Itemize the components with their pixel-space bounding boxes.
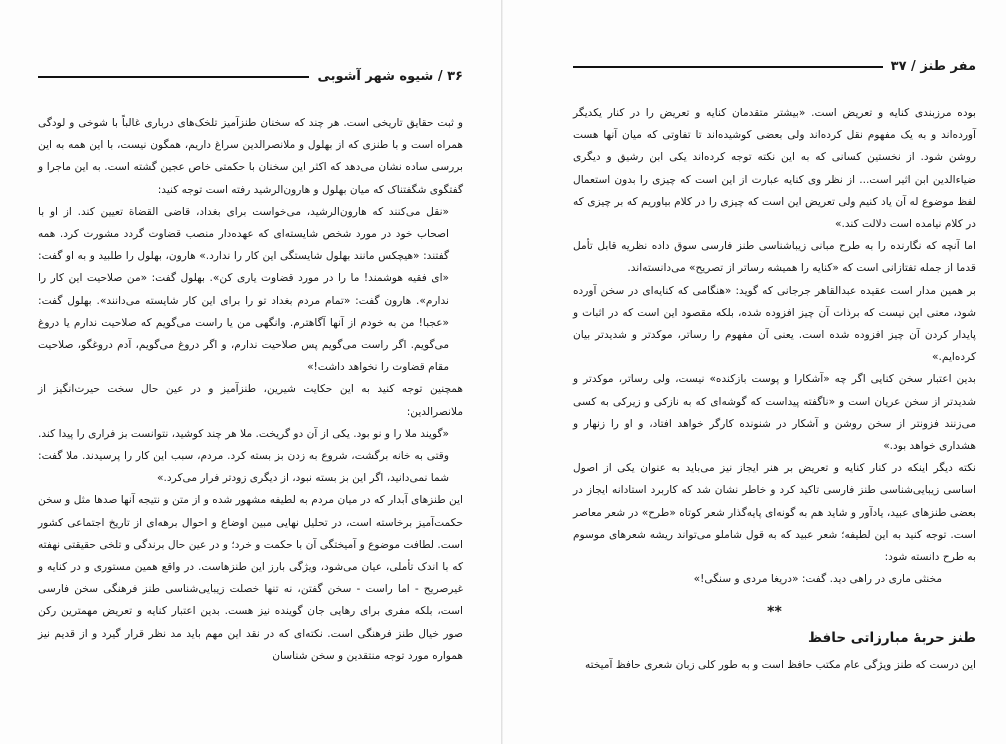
header-rule [38,76,309,78]
quote-paragraph: «نقل می‌کنند که هارون‌الرشید، می‌خواست برای بغداد، قاضی القضاة تعیین کند. از او با اصحاب خود در مورد شخص شایسته‌ای که عهده‌دار منصب قضاوت گردد مشورت کرد. همه گفتند: «هیچکس مانند بهلول شایستگی این کار را ندارد.» هارون، بهلول را طلبید و به او گفت: «ای فقیه هوشمند! ما را در مورد قضاوت یاری کن». بهلول گفت: «من صلاحیت این کار را ندارم». هارون گفت: «تمام مردم بغداد تو را برای این کار شایسته می‌دانند». بهلول گفت: «عجبا! من به خودم از آنها آگاهترم. وانگهی من یا راست می‌گویم که صلاحیت ندارم یا دروغ می‌گویم. اگر راست می‌گویم پس صلاحیت ندارم، و اگر دروغ می‌گویم، آدم دروغگو، صلاحیت مقام قضاوت را نخواهد داشت!» [38,205,449,374]
poem-line: مخنثی ماری در راهی دید. گفت: «دریغا مردی و سنگی!» [693,573,942,586]
right-page-header [573,52,976,74]
section-separator: ** [767,604,782,621]
right-page [503,0,1006,744]
right-body-text [573,102,976,590]
paragraph: بوده مرزبندی کنایه و تعریض است. «بیشتر متقدمان کنایه و تعریض را در کنار یکدیگر آورده‌اند و به یک مفهوم نقل کرده‌اند ولی بعضی کوشیده‌اند تا تفاوتی که میان آنها هست روشن شود. از نخستین کسانی که به این نکته توجه کرده‌اند یکی ابن رشیق و دیگری ضیاءالدین ابن اثیر است... از نظر وی کنایه عبارت از این است که چیزی را بدون استعمال لفظ موضوع له آن یاد کنیم ولی تعریض این است که چیزی را در کلام بیاوریم که بر چیزی که در کلام نیامده است دلالت کند.» [573,107,976,231]
paragraph: این طنزهای آبدار که در میان مردم به لطیفه مشهور شده و از متن و نتیجه آنها صدها مثل و سخن حکمت‌آمیز برخاسته است، در تحلیل نهایی مبین اوضاع و احوال برهه‌ای از تاریخ اجتماعی کشور است. لطافت موضوع و آمیختگی آن با حکمت و خرد؛ و در عین حال برندگی و تلخی حقیقتی نهفته که با اندک تأملی، عیان می‌شود، ویژگی بارز این طنزهاست. در واقع همین مستوری و در کنایه و غیرصریح - اما راست - سخن گفتن، نه تنها خصلت زیبایی‌شناسی طنز فرهنگی سخن فارسی است، بلکه مفری برای رهایی جان گوینده نیز هست. بدین اعتبار کنایه و تعریض مهمترین رکن صور خیال طنز فرهنگی است. نکته‌ای که در نقد این مهم باید مد نظر قرار گیرد و از قدیم نیز همواره مورد توجه منتقدین و سخن شناسان [38,494,463,662]
paragraph: نکته دیگر اینکه در کنار کنایه و تعریض بر هنر ایجاز نیز می‌باید به عنوان یکی از اصول اساسی زیبایی‌شناسی طنز فارسی تاکید کرد و خاطر نشان شد که کاربرد استادانه ایجاز در بعضی طنزهای عبید، یادآور و شاید هم به گونه‌ای پایه‌گذار شعر کوتاه «طرح» در شعر معاصر است. توجه کنید به این لطیفه؛ شعر عبید که به قول شاملو می‌تواند ریشه شعرهای موسوم به طرح دانسته شود: [573,462,976,564]
paragraph: این درست که طنز ویژگی عام مکتب حافظ است و به طور کلی زبان شعری حافظ آمیخته [584,659,976,672]
quote-paragraph: «گویند ملا را و نو بود. یکی از آن دو گریخت. ملا هر چند کوشید، نتوانست بز فراری را پیدا کند. وقتی به خانه برگشت، شروع به زدن بز بسته کرد. مردم، سبب این کار را پرسیدند. ملا گفت: شما نمی‌دانید، اگر این بز بسته نبود، از دیگری زودتر فرار می‌کرد.» [38,427,449,485]
paragraph: همچنین توجه کنید به این حکایت شیرین، طنزآمیز و در عین حال سخت حیرت‌انگیز از ملانصرالدین: [38,383,463,418]
left-page-header [38,62,463,84]
right-running-head: مفر طنز / ۳۷ [890,59,976,74]
paragraph: اما آنچه که نگارنده را به طرح مبانی زیباشناسی طنز فارسی سوق داده نظریه قابل تأمل قدما از جمله تفتازانی است که «کنایه را همیشه رساتر از تصریح» می‌دانسته‌اند. [573,240,976,275]
paragraph: بر همین مدار است عقیده عبدالقاهر جرجانی که گوید: «هنگامی که کنایه‌ای در سخن آورده شود، معنی این نیست که برذات آن چیز افزوده شده، بلکه مقصود این است که در اثبات و پایدار کردن آن چیز افزوده شده است. یعنی آن مفهوم را رساتر، موکدتر و شدیدتر بیان کرده‌ایم.» [573,284,976,364]
left-running-head: ۳۶ / شیوه شهر آشوبی [317,69,463,84]
paragraph: بدین اعتبار سخن کنایی اگر چه «آشکارا و پوست بازکنده» نیست، ولی رساتر، موکدتر و شدیدتر از سخن عریان است و «ناگفته پیداست که گوشه‌ای که به نازکی و زیرکی به کسی می‌زنند فزونتر از سخن روشن و آشکار در شنونده کارگر خواهد افتاد، و او را زنهار و هشداری خواهد بود.» [573,373,976,453]
header-rule [573,66,883,68]
left-body-text [38,112,463,667]
section-title: طنز حربهٔ مبارزاتی حافظ [807,630,976,647]
paragraph: و ثبت حقایق تاریخی است. هر چند که سخنان طنزآمیز تلخک‌های درباری غالباً با شوخی و لودگی همراه است و با طنزی که از بهلول و ملانصرالدین سراغ داریم، همگون نیست، با این همه به این بررسی ساده نشان می‌دهد که اکثر این سخنان با حکمتی خاص عجین گشته است. به این ماجرا و گفتگوی شگفتناک که میان بهلول و هارون‌الرشید رفته است توجه کنید: [38,117,463,196]
section-body-text [573,654,976,676]
